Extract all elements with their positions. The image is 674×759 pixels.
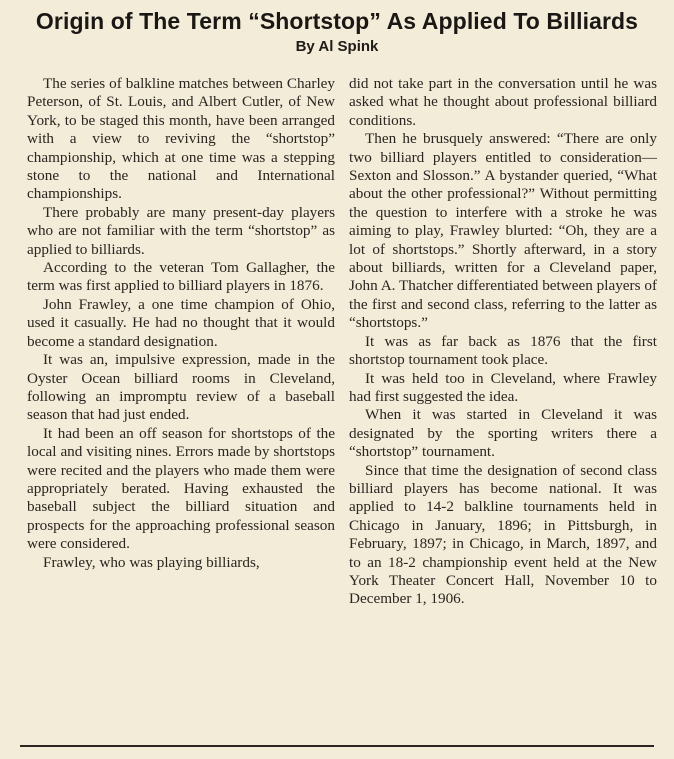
paragraph: It had been an off season for shortstops of the local and visiting nines. Errors made by shortstops were recited and the players who made them were appropriately berated. Having exhausted the baseball subject the billiard situation and prospects for the approaching professional season were considered. bbox=[27, 424, 335, 553]
paragraph: According to the veteran Tom Gallagher, the term was first applied to billiard players in 1876. bbox=[27, 259, 335, 295]
paragraph: It was held too in Cleveland, where Frawley had first suggested the idea. bbox=[349, 369, 657, 405]
paragraph: Since that time the designation of second class billiard players has become national. It was applied to 14-2 balkline tournaments held in Chicago in January, 1896; in Pittsburgh, in February, 1897; in Chicago, in March, 1897, and to an 18-2 championship event held at the New York Theater Concert Hall, November 10 to December 1, 1906. bbox=[349, 461, 657, 608]
paragraph: The series of balkline matches between Charley Peterson, of St. Louis, and Albert Cutler, of New York, to be staged this month, have been arranged with a view to reviving the “shortstop” championship, which at one time was a stepping stone to the national and International championships. bbox=[27, 75, 335, 203]
paragraph: did not take part in the conversation until he was asked what he thought about professional billiard conditions. bbox=[349, 75, 657, 129]
paragraph: It was an, impulsive expression, made in the Oyster Ocean billiard rooms in Cleveland, following an impromptu review of a baseball season that had just ended. bbox=[27, 351, 335, 424]
right-column bbox=[349, 75, 657, 609]
paragraph: When it was started in Cleveland it was designated by the sporting writers there a “shortstop” tournament. bbox=[349, 406, 657, 461]
bottom-rule bbox=[20, 745, 654, 747]
paragraph: There probably are many present-day players who are not familiar with the term “shortstop” as applied to billiards. bbox=[27, 203, 335, 258]
paragraph: Frawley, who was playing billiards, bbox=[43, 553, 260, 571]
paragraph: John Frawley, a one time champion of Ohio, used it casually. He had no thought that it would become a standard designation. bbox=[27, 295, 335, 350]
article-title: Origin of The Term “Shortstop” As Applied To Billiards bbox=[35, 8, 639, 34]
paragraph: It was as far back as 1876 that the first shortstop tournament took place. bbox=[349, 332, 657, 369]
left-column bbox=[27, 75, 335, 572]
article-byline: By Al Spink bbox=[295, 38, 379, 55]
paragraph: Then he brusquely answered: “There are only two billiard players entitled to consideration—Sexton and Slosson.” A bystander queried, “What about the other professional?” Without permitting the question to interfere with a stroke he was aiming to play, Frawley blurted: “Oh, they are a lot of shortstops.” Shortly afterward, in a story about billiards, written for a Cleveland paper, John A. Thatcher differentiated between players of the first and second class, referring to the latter as “shortstops.” bbox=[349, 130, 657, 332]
